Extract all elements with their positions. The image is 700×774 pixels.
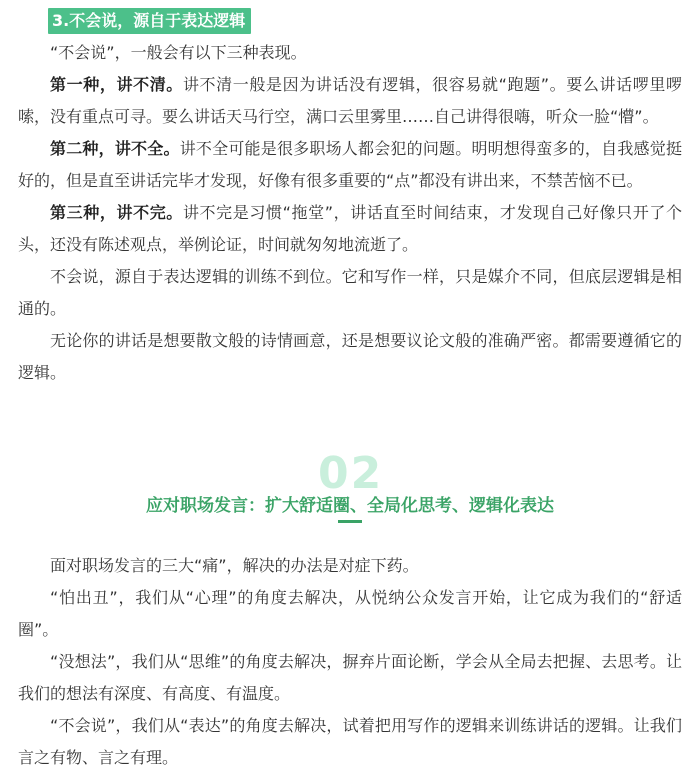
item-3-paragraph [18, 197, 682, 261]
item-3-lead: 第三种，讲不完。 [50, 203, 183, 222]
part-number-watermark: 02 [318, 448, 384, 499]
section-3-heading: 3.不会说，源自于表达逻辑 [48, 8, 251, 34]
part-2-title: 应对职场发言：扩大舒适圈、全局化思考、逻辑化表达 [146, 496, 554, 516]
item-1-paragraph [18, 69, 682, 133]
item-2-lead: 第二种，讲不全。 [50, 139, 180, 158]
item-1-text: 讲不清一般是因为讲话没有逻辑，很容易就“跑题”。要么讲话啰里啰嗦，没有重点可寻。要么讲话天马行空，满口云里雾里……自己讲得很嗨，听众一脸“懵”。 [18, 75, 682, 126]
part-2-paragraph-3: “没想法”，我们从“思维”的角度去解决，摒弃片面论断，学会从全局去把握、去思考。让我们的想法有深度、有高度、有温度。 [18, 652, 682, 703]
section-3-intro: “不会说”，一般会有以下三种表现。 [50, 43, 307, 62]
title-underline-accent [338, 520, 362, 523]
part-2-paragraph-2: “怕出丑”，我们从“心理”的角度去解决，从悦纳公众发言开始，让它成为我们的“舒适圈”。 [18, 588, 682, 639]
training-paragraph: 不会说，源自于表达逻辑的训练不到位。它和写作一样，只是媒介不同，但底层逻辑是相通的。 [18, 267, 682, 318]
logic-paragraph: 无论你的讲话是想要散文般的诗情画意，还是想要议论文般的准确严密。都需要遵循它的逻辑。 [18, 331, 682, 382]
item-2-text: 讲不全可能是很多职场人都会犯的问题。明明想得蛮多的，自我感觉挺好的，但是直至讲话完毕才发现，好像有很多重要的“点”都没有讲出来，不禁苦恼不已。 [18, 139, 682, 190]
part-2-paragraph-4: “不会说”，我们从“表达”的角度去解决，试着把用写作的逻辑来训练讲话的逻辑。让我们言之有物、言之有理。 [18, 716, 682, 767]
item-2-paragraph [18, 133, 682, 197]
item-1-lead: 第一种，讲不清。 [50, 75, 183, 94]
item-3-text: 讲不完是习惯“拖堂”，讲话直至时间结束，才发现自己好像只开了个头，还没有陈述观点，举例论证，时间就匆匆地流逝了。 [18, 203, 682, 254]
part-2-paragraph-1: 面对职场发言的三大“痛”，解决的办法是对症下药。 [50, 556, 419, 575]
